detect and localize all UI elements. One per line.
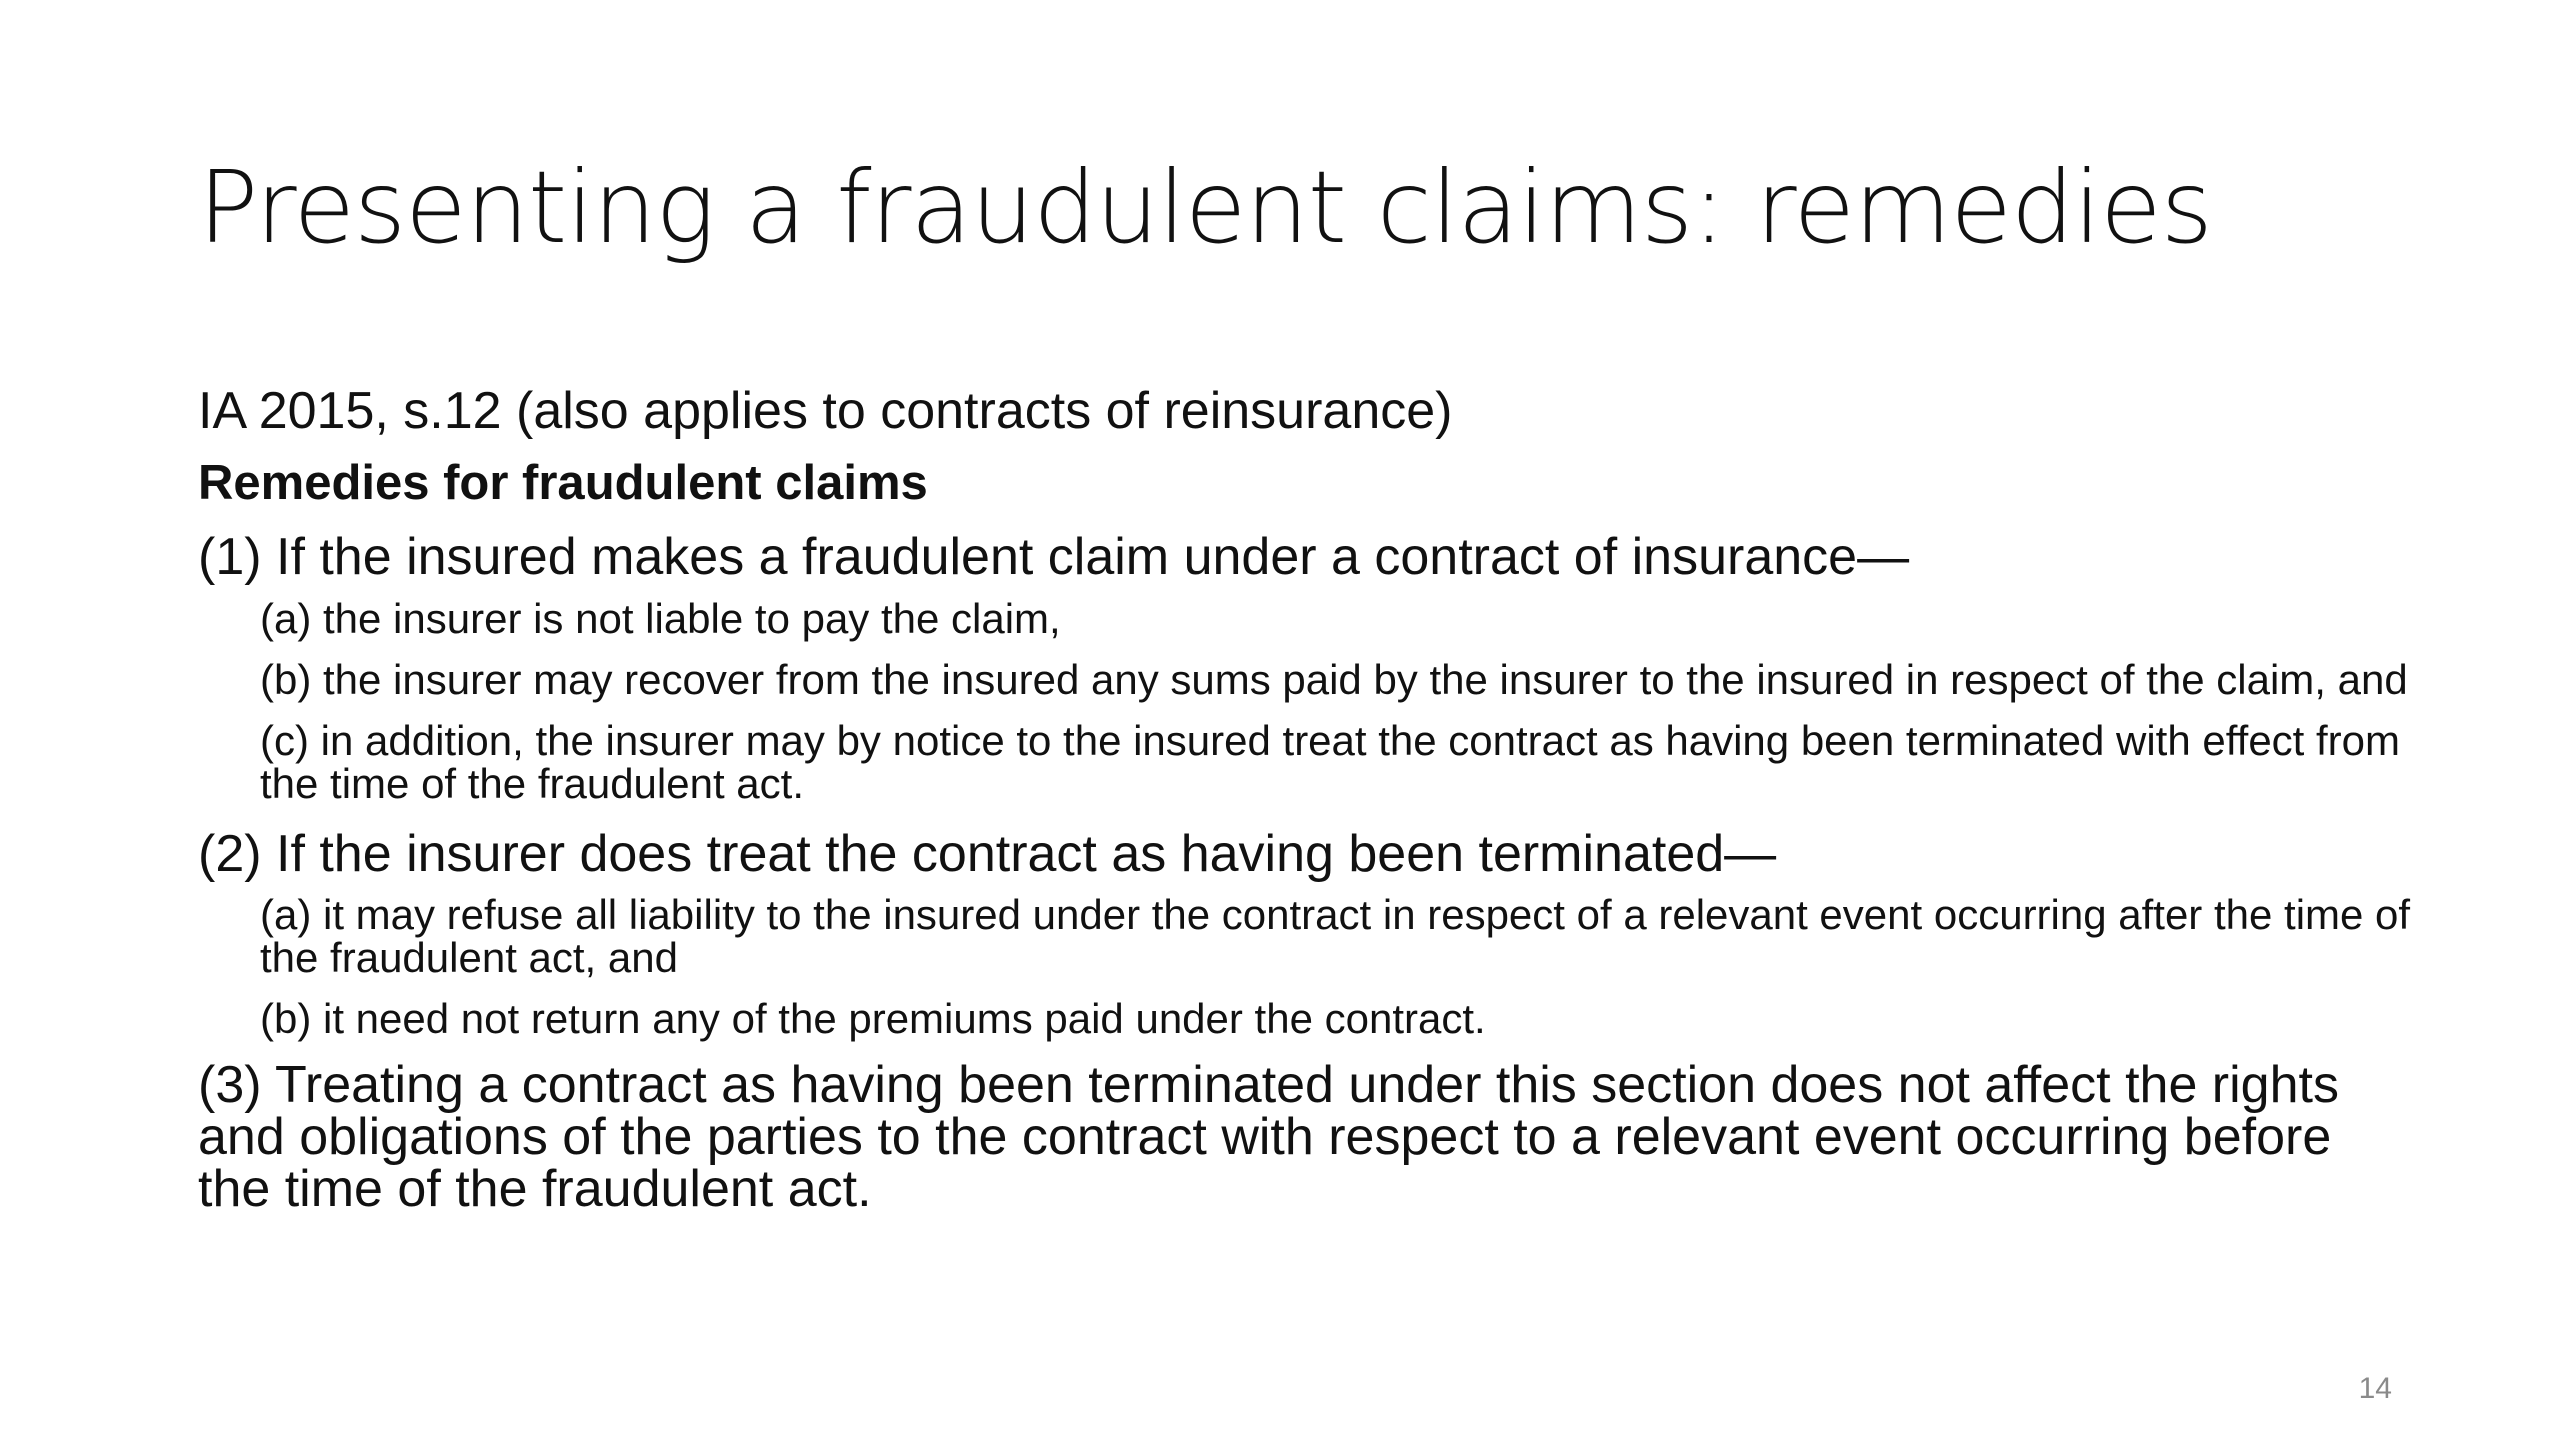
clause-1a: (a) the insurer is not liable to pay the claim, (260, 594, 1061, 642)
clause-1b: (b) the insurer may recover from the insured any sums paid by the insurer to the insured in respect of the claim, and (260, 655, 2408, 703)
slide-content (198, 380, 2411, 1223)
clause-1c: (c) in addition, the insurer may by notice to the insured treat the contract as having been terminated with effect from the time of the fraudulent act. (260, 717, 2401, 808)
section-heading: Remedies for fraudulent claims (198, 456, 928, 511)
slide-title: Presenting a fraudulent claims: remedies (198, 149, 2212, 266)
page-number: 14 (2358, 1372, 2392, 1405)
clause-1: (1) If the insured makes a fraudulent claim under a contract of insurance— (198, 528, 1910, 587)
legal-citation: IA 2015, s.12 (also applies to contracts of reinsurance) (198, 382, 1453, 440)
clause-2b: (b) it need not return any of the premiums paid under the contract. (260, 995, 1486, 1043)
clause-3: (3) Treating a contract as having been terminated under this section does not affect the rights and obligations of the parties to the contract with respect to a relevant event occurring before the time of the fraudulent act. (198, 1055, 2339, 1218)
clause-2: (2) If the insurer does treat the contract as having been terminated— (198, 824, 1777, 883)
clause-2a: (a) it may refuse all liability to the insured under the contract in respect of a relevant event occurring after the time of the fraudulent act, and (260, 890, 2411, 982)
